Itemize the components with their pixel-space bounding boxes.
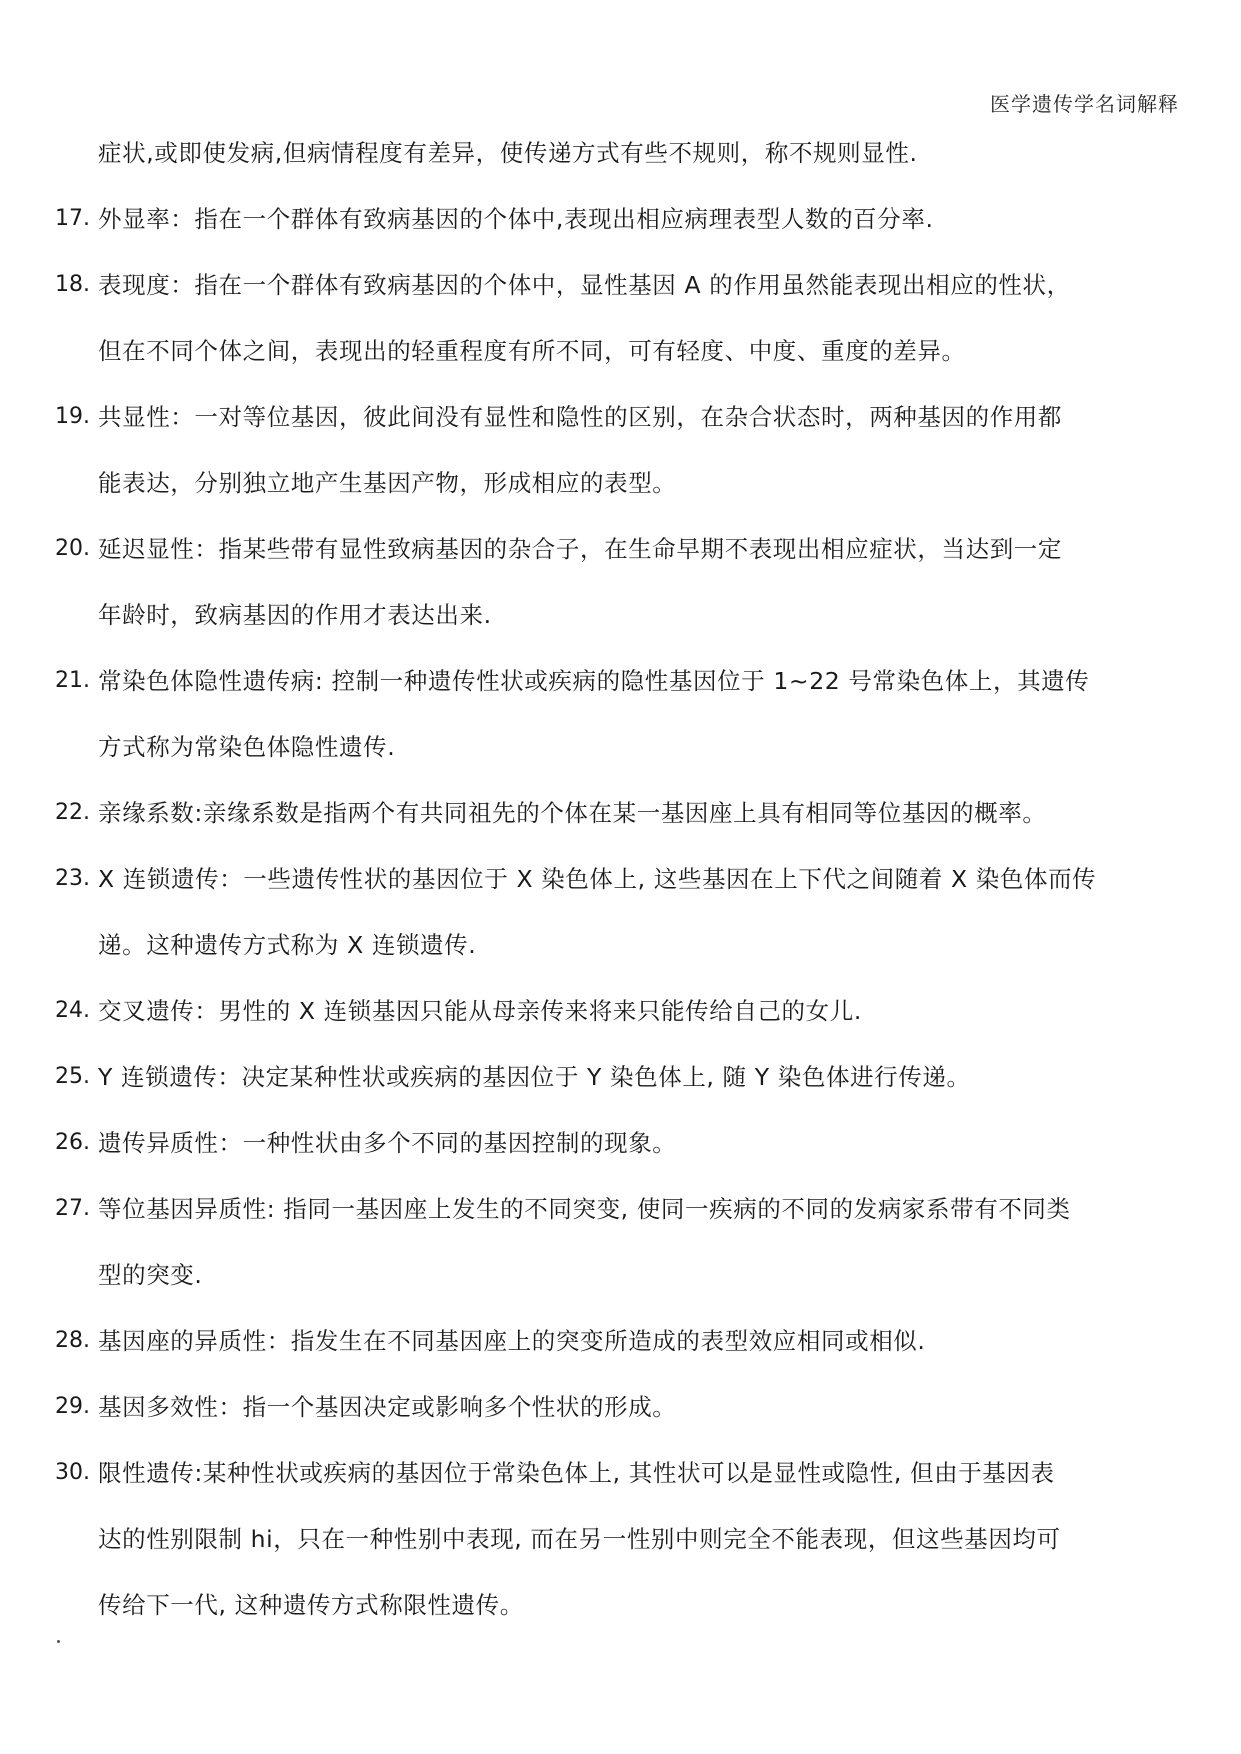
page-header-title: 医学遗传学名词解释	[990, 92, 1179, 116]
definition-21	[55, 648, 1185, 780]
entry-number: 25.	[55, 1064, 90, 1089]
paragraph-line: 基因座的异质性：指发生在不同基因座上的突变所造成的表型效应相同或相似.	[98, 1327, 926, 1355]
entry-number: 24.	[55, 998, 90, 1023]
paragraph-line: 交叉遗传：男性的 X 连锁基因只能从母亲传来将来只能传给自己的女儿.	[98, 997, 862, 1025]
definition-26	[55, 1110, 1185, 1176]
entry-number: 29.	[55, 1394, 90, 1419]
definition-23	[55, 846, 1185, 978]
paragraph-line: 亲缘系数:亲缘系数是指两个有共同祖先的个体在某一基因座上具有相同等位基因的概率。	[98, 799, 1047, 827]
document-body	[55, 120, 1185, 1638]
paragraph-line: 达的性别限制 hi，只在一种性别中表现, 而在另一性别中则完全不能表现，但这些基因均可	[98, 1525, 1061, 1553]
paragraph-line: 基因多效性：指一个基因决定或影响多个性状的形成。	[98, 1393, 677, 1421]
paragraph-line: 遗传异质性：一种性状由多个不同的基因控制的现象。	[98, 1129, 677, 1157]
paragraph-line: 但在不同个体之间，表现出的轻重程度有所不同，可有轻度、中度、重度的差异。	[98, 337, 966, 365]
definition-22	[55, 780, 1185, 846]
entry-number: 17.	[55, 206, 90, 231]
definition-17	[55, 186, 1185, 252]
paragraph-line: 型的突变.	[98, 1261, 203, 1289]
paragraph-line: 等位基因异质性: 指同一基因座上发生的不同突变, 使同一疾病的不同的发病家系带有不同类	[98, 1195, 1071, 1223]
paragraph-line: 延迟显性：指某些带有显性致病基因的杂合子，在生命早期不表现出相应症状，当达到一定	[98, 535, 1062, 563]
definition-30	[55, 1440, 1185, 1638]
entry-number: 19.	[55, 404, 90, 429]
definition-24	[55, 978, 1185, 1044]
entry-number: 22.	[55, 800, 90, 825]
definition-18	[55, 252, 1185, 384]
paragraph-line: 常染色体隐性遗传病: 控制一种遗传性状或疾病的隐性基因位于 1~22 号常染色体上，其遗传	[98, 667, 1090, 695]
paragraph-line: 症状,或即使发病,但病情程度有差异，使传递方式有些不规则，称不规则显性.	[98, 139, 918, 167]
entry-number: 26.	[55, 1130, 90, 1155]
entry-number: 27.	[55, 1196, 90, 1221]
page-dot-mark	[57, 1640, 60, 1643]
definition-19	[55, 384, 1185, 516]
definition-29	[55, 1374, 1185, 1440]
definition-28	[55, 1308, 1185, 1374]
paragraph-line: 能表达，分别独立地产生基因产物，形成相应的表型。	[98, 469, 677, 497]
entry-number: 30.	[55, 1460, 90, 1485]
continuation-paragraph	[55, 120, 1185, 186]
paragraph-line: 年龄时，致病基因的作用才表达出来.	[98, 601, 492, 629]
entry-number: 21.	[55, 668, 90, 693]
paragraph-line: X 连锁遗传：一些遗传性状的基因位于 X 染色体上, 这些基因在上下代之间随着 X 染色体而传	[98, 865, 1097, 893]
paragraph-line: 外显率：指在一个群体有致病基因的个体中,表现出相应病理表型人数的百分率.	[98, 205, 934, 233]
paragraph-line: 表现度：指在一个群体有致病基因的个体中，显性基因 A 的作用虽然能表现出相应的性状，	[98, 271, 1071, 299]
entry-number: 28.	[55, 1328, 90, 1353]
entry-number: 18.	[55, 272, 90, 297]
paragraph-line: 传给下一代, 这种遗传方式称限性遗传。	[98, 1591, 524, 1619]
definition-27	[55, 1176, 1185, 1308]
definition-20	[55, 516, 1185, 648]
paragraph-line: 方式称为常染色体隐性遗传.	[98, 733, 396, 761]
entry-number: 23.	[55, 866, 90, 891]
definition-25	[55, 1044, 1185, 1110]
paragraph-line: 共显性：一对等位基因，彼此间没有显性和隐性的区别，在杂合状态时，两种基因的作用都	[98, 403, 1062, 431]
paragraph-line: 递。这种遗传方式称为 X 连锁遗传.	[98, 931, 477, 959]
paragraph-line: 限性遗传:某种性状或疾病的基因位于常染色体上, 其性状可以是显性或隐性, 但由于基因表	[98, 1459, 1055, 1487]
entry-number: 20.	[55, 536, 90, 561]
paragraph-line: Y 连锁遗传：决定某种性状或疾病的基因位于 Y 染色体上, 随 Y 染色体进行传递。	[98, 1063, 971, 1091]
